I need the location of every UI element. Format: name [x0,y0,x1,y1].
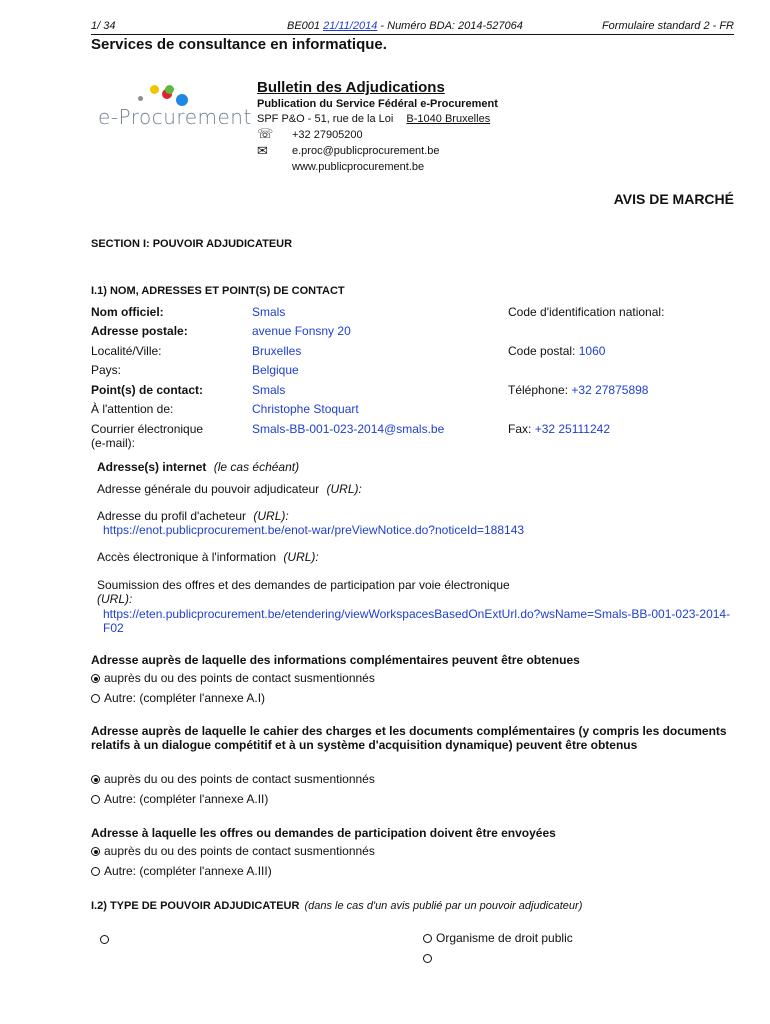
radio-submit-contact[interactable] [91,844,375,858]
internet-label: Adresse(s) internet [97,460,207,474]
value-postal-address: avenue Fonsny 20 [252,324,351,338]
radio-docs-contact[interactable] [91,772,375,786]
page-title: Services de consultance en informatique. [91,36,387,53]
form-type: Formulaire standard 2 - FR [601,20,734,32]
value-postal-code: 1060 [578,344,606,358]
label-contact-point: Point(s) de contact: [91,383,204,397]
section-title: SECTION I: POUVOIR ADJUDICATEUR [91,238,293,250]
radio-unselected-icon[interactable] [423,954,432,963]
general-address-note: (URL): [326,482,362,496]
general-address [97,482,362,496]
buyer-profile-label: Adresse du profil d'acheteur [97,509,247,523]
buyer-profile-url[interactable]: https://enot.publicprocurement.be/enot-war/preViewNotice.do?noticeId=188143 [103,523,525,537]
phone-icon: ☏ [257,126,274,141]
electronic-access-note: (URL): [283,550,319,564]
buyer-profile-note: (URL): [253,509,289,523]
label-official-name: Nom officiel: [91,305,164,319]
label-fax: Fax: [508,422,532,436]
subsection-i2 [91,900,582,912]
submission-label: Soumission des offres et des demandes de participation par voie électronique [97,578,510,592]
radio-info-contact-label: auprès du ou des points de contact susmentionnés [104,671,375,685]
value-email[interactable]: Smals-BB-001-023-2014@smals.be [252,422,445,436]
label-email: Courrier électronique [91,422,204,436]
label-national-id: Code d'identification national: [508,305,665,319]
radio-authority-public-body-label: Organisme de droit public [436,931,573,945]
value-phone: +32 27875898 [571,383,649,397]
postal-code [508,344,605,358]
label-postal-address: Adresse postale: [91,324,188,338]
radio-info-other-label: Autre: (compléter l'annexe A.I) [104,691,266,705]
value-fax: +32 25111242 [534,422,610,436]
question-documents-address: Adresse auprès de laquelle le cahier des charges et les documents complémentaires (y compris les documents relatifs à un dialogue compétitif et à un système d'acquisition dynamique) peuvent être obtenus [91,724,727,752]
subsection-i1-title: I.1) NOM, ADRESSES ET POINT(S) DE CONTACT [91,285,345,297]
radio-selected-icon[interactable] [91,775,100,784]
envelope-icon: ✉ [257,143,268,158]
label-attention: À l'attention de: [91,402,174,416]
radio-unselected-icon[interactable] [423,934,432,943]
reference-date[interactable]: 21/11/2014 [323,20,378,32]
header-divider [91,34,734,35]
question-info-address: Adresse auprès de laquelle des informations complémentaires peuvent être obtenues [91,653,580,667]
internet-note: (le cas échéant) [213,460,300,474]
publication-web[interactable]: www.publicprocurement.be [292,161,425,173]
reference-bda: - Numéro BDA: 2014-527064 [377,20,523,32]
label-email-2: (e-mail): [91,436,135,450]
publication-street: SPF P&O - 51, rue de la Loi [257,113,394,125]
radio-submit-other[interactable] [91,864,272,878]
subsection-i2-title: I.2) TYPE DE POUVOIR ADJUDICATEUR [91,900,300,912]
phone [508,383,648,397]
electronic-access-label: Accès électronique à l'information [97,550,277,564]
value-contact-point: Smals [252,383,286,397]
question-submission-address: Adresse à laquelle les offres ou demandes de participation doivent être envoyées [91,826,556,840]
value-country: Belgique [252,363,299,377]
value-official-name: Smals [252,305,286,319]
publication-email[interactable]: e.proc@publicprocurement.be [292,145,440,157]
radio-authority-public-body[interactable] [423,931,573,945]
radio-submit-contact-label: auprès du ou des points de contact susmentionnés [104,844,375,858]
publication-city: B-1040 Bruxelles [406,113,491,125]
radio-docs-contact-label: auprès du ou des points de contact susmentionnés [104,772,375,786]
internet-heading [97,460,299,474]
publication-subtitle: Publication du Service Fédéral e-Procurement [257,98,498,110]
radio-unselected-icon[interactable] [91,867,100,876]
fax [508,422,610,436]
radio-unselected-icon[interactable] [91,795,100,804]
logo-dot-yellow [150,85,159,94]
publication-phone: +32 27905200 [292,129,363,141]
submission-url[interactable]: https://eten.publicprocurement.be/etendering/viewWorkspacesBasedOnExtUrl.do?wsName=Smals-BB-001-023-2014-F02 [103,607,731,635]
logo-text: e-Procurement [98,105,252,129]
logo-dot-green-2 [165,85,174,94]
notice-title: AVIS DE MARCHÉ [613,191,734,207]
subsection-i2-note: (dans le cas d'un avis publié par un pouvoir adjudicateur) [304,900,583,912]
label-phone: Téléphone: [508,383,569,397]
radio-docs-other[interactable] [91,792,268,806]
page-number: 1/ 34 [91,20,116,32]
buyer-profile [97,509,289,523]
radio-docs-other-label: Autre: (compléter l'annexe A.II) [104,792,269,806]
radio-unselected-icon[interactable] [100,935,109,944]
radio-authority-type-1[interactable] [100,932,113,946]
label-country: Pays: [91,363,122,377]
label-city: Localité/Ville: [91,344,162,358]
value-attention: Christophe Stoquart [252,402,359,416]
radio-info-other[interactable] [91,691,265,705]
radio-selected-icon[interactable] [91,674,100,683]
electronic-access [97,550,319,564]
radio-authority-type-2[interactable] [423,951,436,965]
value-city: Bruxelles [252,344,302,358]
label-postal-code: Code postal: [508,344,576,358]
general-address-label: Adresse générale du pouvoir adjudicateur [97,482,320,496]
logo-dot-grey [138,96,143,101]
reference [287,20,523,32]
reference-prefix: BE001 [287,20,321,32]
radio-info-contact[interactable] [91,671,375,685]
publication-address [257,113,490,125]
submission-note: (URL): [97,592,133,606]
publication-title: Bulletin des Adjudications [257,79,445,96]
radio-submit-other-label: Autre: (compléter l'annexe A.III) [104,864,272,878]
radio-unselected-icon[interactable] [91,694,100,703]
radio-selected-icon[interactable] [91,847,100,856]
